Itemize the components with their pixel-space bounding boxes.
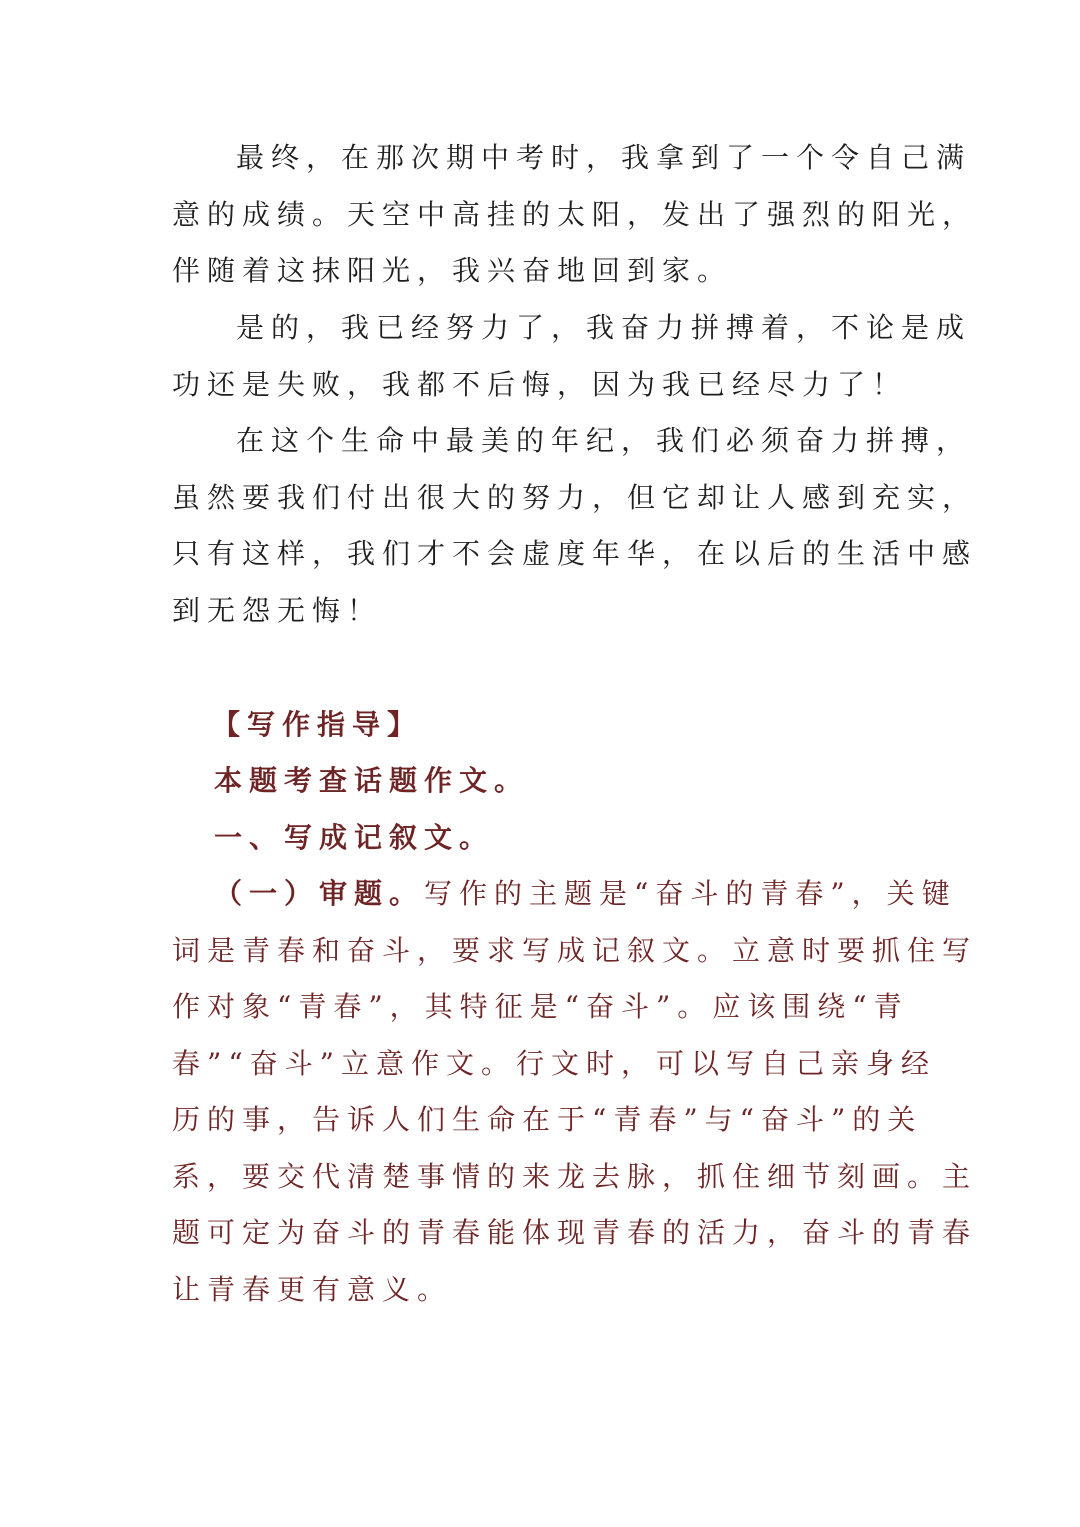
essay-line: 虽然要我们付出很大的努力，但它却让人感到充实，: [172, 481, 978, 514]
essay-line: 到无怨无悔！: [172, 594, 383, 627]
guide-line: 春”“奋斗”立意作文。行文时，可以写自己亲身经: [172, 1047, 936, 1080]
guide-line: 让青春更有意义。: [172, 1273, 453, 1306]
essay-line: 在这个生命中最美的年纪，我们必须奋力拼搏，: [236, 424, 972, 457]
guide-line: 题可定为奋斗的青春能体现青春的活力，奋斗的青春: [172, 1216, 978, 1249]
essay-line: 意的成绩。天空中高挂的太阳，发出了强烈的阳光，: [172, 198, 978, 231]
essay-line: 功还是失败，我都不后悔，因为我已经尽力了！: [172, 368, 908, 401]
guide-line: 词是青春和奋斗，要求写成记叙文。立意时要抓住写: [172, 934, 978, 967]
guide-sub-label: （一）审题。: [214, 877, 425, 910]
guide-sub-text: 写作的主题是“奋斗的青春”，关键: [424, 877, 957, 910]
guide-line: 系，要交代清楚事情的来龙去脉，抓住细节刻画。主: [172, 1160, 978, 1193]
guide-first-line: [214, 874, 957, 914]
essay-line: 最终，在那次期中考时，我拿到了一个令自己满: [236, 141, 972, 174]
guide-line: 历的事，告诉人们生命在于“青春”与“奋斗”的关: [172, 1103, 923, 1136]
guide-heading: 【写作指导】: [212, 708, 423, 741]
essay-line: 伴随着这抹阳光，我兴奋地回到家。: [172, 254, 733, 287]
guide-section-title: 一、写成记叙文。: [214, 821, 495, 854]
guide-line: 作对象“青春”，其特征是“奋斗”。应该围绕“青: [172, 990, 909, 1023]
essay-line: 是的，我已经努力了，我奋力拼搏着，不论是成: [236, 311, 972, 344]
essay-line: 只有这样，我们才不会虚度年华，在以后的生活中感: [172, 537, 978, 570]
guide-intro: 本题考查话题作文。: [214, 764, 530, 797]
